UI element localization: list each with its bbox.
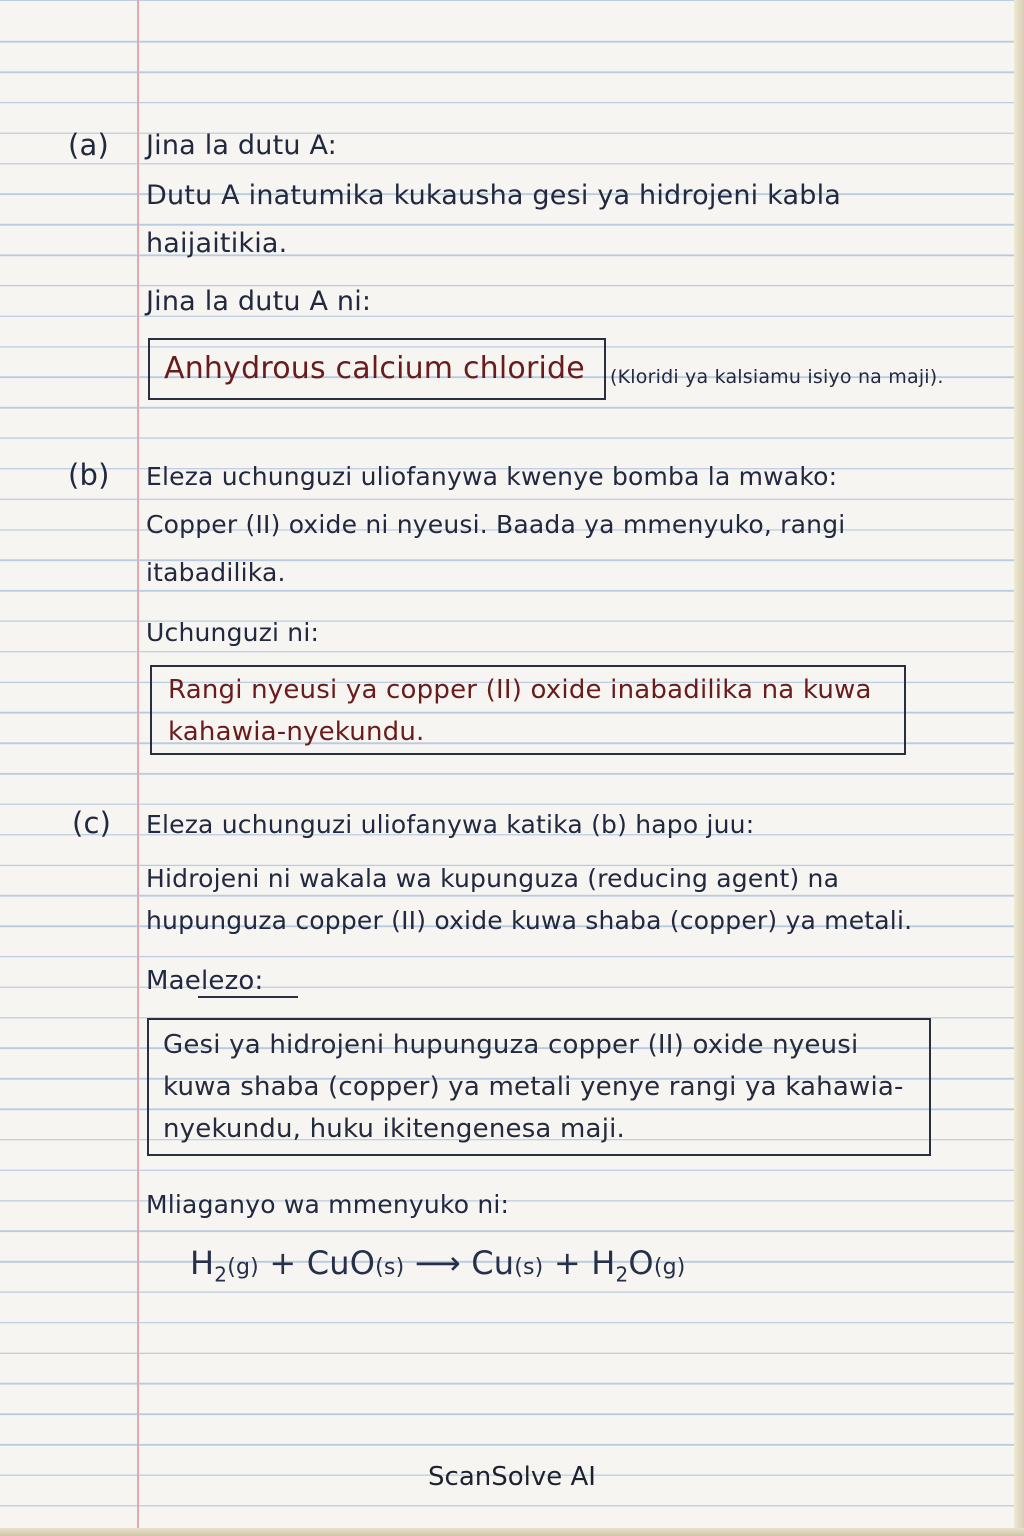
part-c-text-line2: hupunguza copper (II) oxide kuwa shaba (copper) ya metali. (146, 906, 913, 935)
part-a-label: (a) (68, 128, 109, 162)
chemical-equation (190, 1244, 686, 1286)
reactant-hydrogen-subscript: 2 (214, 1262, 228, 1287)
product-copper-state: (s) (514, 1255, 544, 1280)
part-b-text-line1: Copper (II) oxide ni nyeusi. Baada ya mmenyuko, rangi (146, 510, 846, 539)
page-edge-right (1014, 0, 1024, 1536)
part-b-text-line2: itabadilika. (146, 558, 286, 587)
part-b-prompt: Uchunguzi ni: (146, 618, 320, 647)
part-b-answer-box (150, 665, 906, 755)
page-edge-bottom (0, 1528, 1024, 1536)
part-a-text-line2: haijaitikia. (146, 228, 288, 259)
reactant-hydrogen-state: (g) (227, 1255, 259, 1280)
part-a-text-line1: Dutu A inatumika kukausha gesi ya hidrojeni kabla (146, 180, 842, 211)
reactant-hydrogen: H (190, 1244, 215, 1282)
margin-line (137, 0, 139, 1536)
product-water-subscript: 2 (615, 1262, 629, 1287)
part-a-translation: (Kloridi ya kalsiamu isiyo na maji). (610, 366, 944, 388)
part-a-prompt: Jina la dutu A ni: (146, 286, 372, 317)
part-c-label: (c) (72, 806, 112, 840)
part-b-label: (b) (68, 458, 110, 492)
product-water-o: O (628, 1244, 654, 1282)
maelezo-underline (198, 996, 298, 998)
product-water-h: H (591, 1244, 616, 1282)
part-b-answer: Rangi nyeusi ya copper (II) oxide inabadilika na kuwa kahawia-nyekundu. (168, 675, 872, 747)
part-c-equation-prompt: Mliaganyo wa mmenyuko ni: (146, 1190, 510, 1219)
part-c-explanation-box (147, 1018, 931, 1156)
footer-watermark: ScanSolve AI (428, 1462, 596, 1492)
part-c-explanation: Gesi ya hidrojeni hupunguza copper (II) oxide nyeusi kuwa shaba (copper) ya metali yenye rangi ya kahawia-nyekundu, huku ikitengenesa maji. (163, 1030, 904, 1144)
reaction-arrow: ⟶ (414, 1244, 461, 1282)
part-c-prompt: Maelezo: (146, 966, 264, 996)
part-b-heading: Eleza uchunguzi uliofanywa kwenye bomba la mwako: (146, 462, 838, 491)
part-a-answer-box (148, 338, 606, 400)
part-c-text-line1: Hidrojeni ni wakala wa kupunguza (reducing agent) na (146, 864, 840, 893)
product-copper: Cu (471, 1244, 515, 1282)
part-a-heading: Jina la dutu A: (146, 130, 337, 161)
part-a-answer: Anhydrous calcium chloride (164, 351, 585, 386)
reactant-copper-oxide: CuO (306, 1244, 376, 1282)
plus-sign-1: + (269, 1244, 297, 1282)
product-water-state: (g) (653, 1255, 686, 1280)
plus-sign-2: + (553, 1244, 581, 1282)
reactant-copper-oxide-state: (s) (375, 1255, 405, 1280)
part-c-heading: Eleza uchunguzi uliofanywa katika (b) hapo juu: (146, 810, 755, 839)
